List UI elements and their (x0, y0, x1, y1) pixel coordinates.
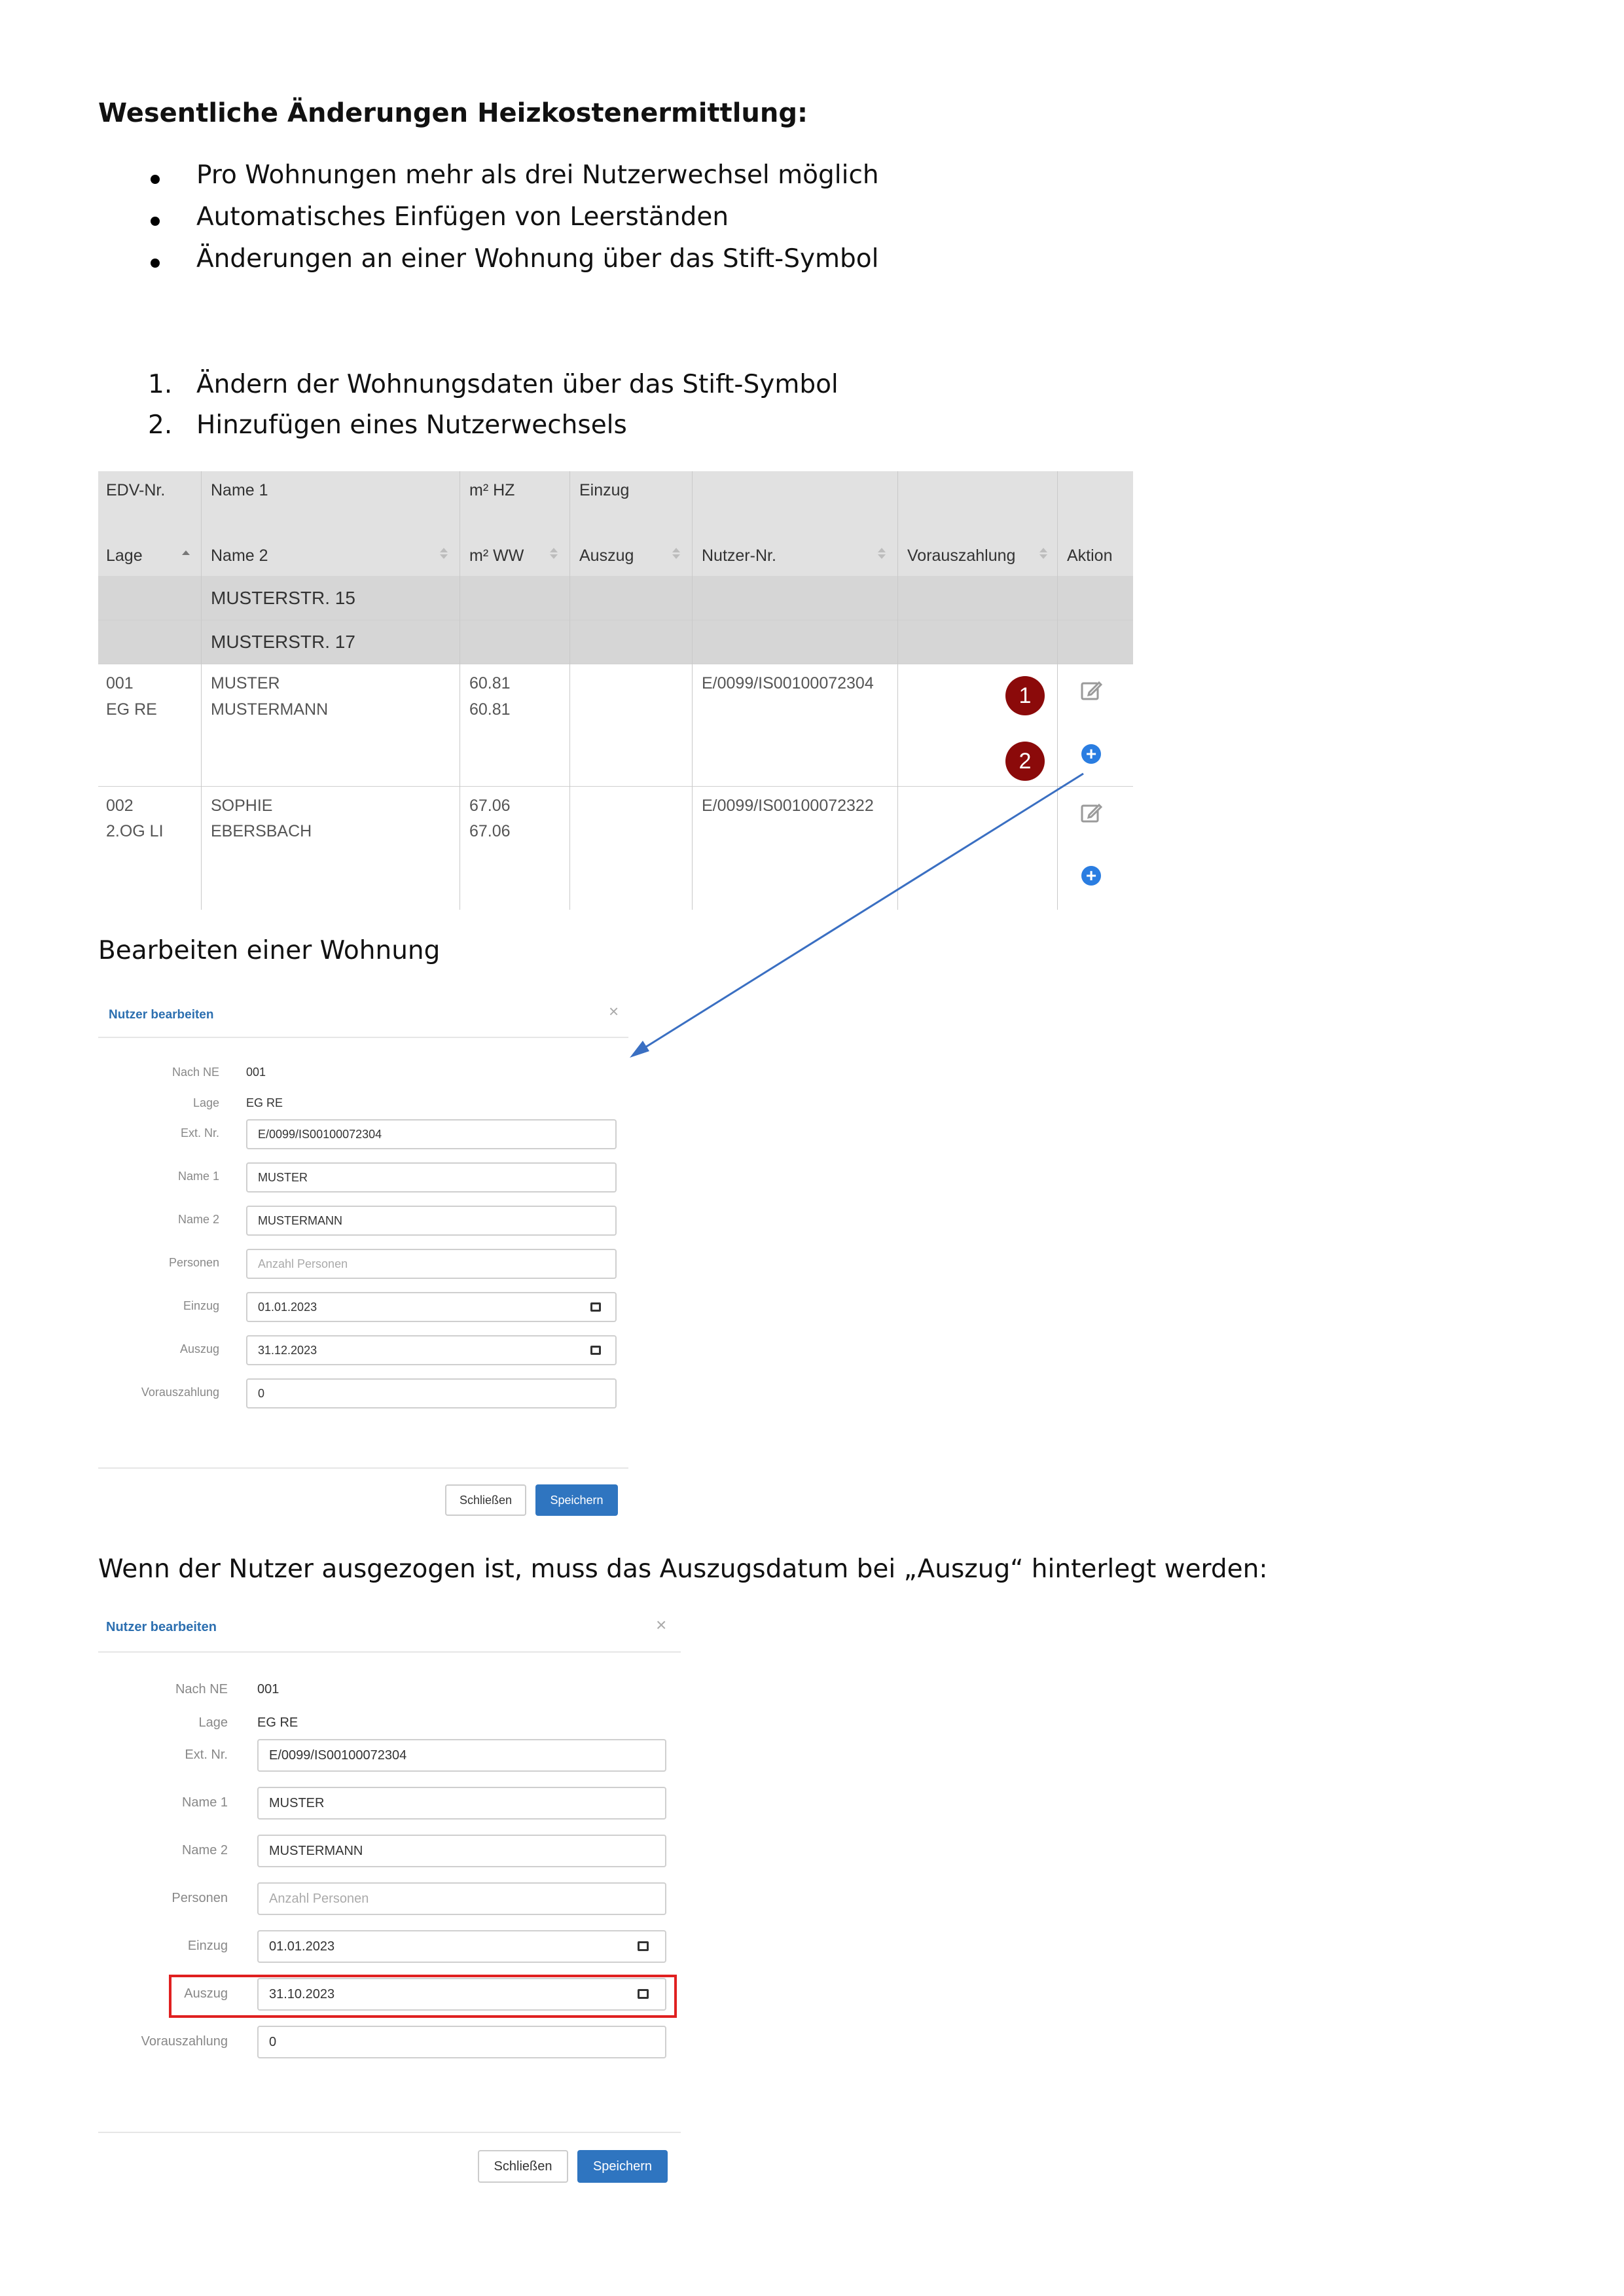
cell-lage: 2.OG LI (106, 822, 164, 840)
save-button[interactable]: Speichern (577, 2150, 668, 2183)
label-vorauszahlung: Vorauszahlung (141, 2034, 228, 2049)
label-einzug: Einzug (183, 1299, 219, 1312)
cell-name1: SOPHIE (211, 797, 273, 815)
header-einzug: Einzug (579, 481, 630, 499)
label-name2: Name 2 (181, 1843, 228, 1857)
label-name2: Name 2 (177, 1213, 219, 1226)
cell-lage: EG RE (106, 700, 157, 719)
einzug-date-input[interactable]: 01.01.2023 (257, 1930, 666, 1963)
einzug-date-input[interactable]: 01.01.2023 (246, 1292, 617, 1322)
name2-input[interactable]: MUSTERMANN (246, 1206, 617, 1236)
name1-input[interactable]: MUSTER (257, 1787, 666, 1820)
divider (98, 2132, 681, 2133)
close-icon[interactable]: × (609, 1001, 619, 1021)
cell-name1: MUSTER (211, 674, 280, 692)
group-label: MUSTERSTR. 17 (211, 632, 355, 652)
divider (98, 1651, 681, 1653)
cell-name2: EBERSBACH (211, 822, 312, 840)
label-auszug: Auszug (179, 1342, 219, 1355)
close-button[interactable]: Schließen (478, 2150, 568, 2183)
label-ext-nr: Ext. Nr. (185, 1748, 228, 1762)
header-hz: m² HZ (469, 481, 515, 499)
ext-nr-input[interactable]: E/0099/IS00100072304 (246, 1119, 617, 1149)
personen-input[interactable]: Anzahl Personen (257, 1882, 666, 1915)
value-nach-ne: 001 (257, 1682, 280, 1696)
save-button[interactable]: Speichern (535, 1484, 618, 1516)
close-icon[interactable]: × (656, 1615, 667, 1635)
cell-edv: 001 (106, 674, 134, 692)
vorauszahlung-input[interactable]: 0 (257, 2026, 666, 2058)
add-user-change-icon[interactable]: + (1081, 744, 1101, 764)
close-button[interactable]: Schließen (445, 1484, 526, 1516)
page-heading: Wesentliche Änderungen Heizkostenermittlung: (98, 98, 808, 128)
auszug-date-input[interactable]: 31.10.2023 (257, 1978, 666, 2011)
header-name1: Name 1 (211, 481, 268, 499)
label-lage: Lage (198, 1715, 228, 1730)
dialog-title: Nutzer bearbeiten (109, 1008, 214, 1022)
label-einzug: Einzug (187, 1939, 228, 1953)
callout-badge: 1 (1005, 676, 1045, 715)
value-nach-ne: 001 (246, 1066, 266, 1079)
cell-hz: 67.06 (469, 797, 511, 815)
header-auszug[interactable]: Auszug (579, 547, 634, 565)
calendar-icon[interactable] (590, 1302, 601, 1312)
header-name2[interactable]: Name 2 (211, 547, 268, 565)
caption: Bearbeiten einer Wohnung (98, 936, 441, 965)
label-name1: Name 1 (181, 1795, 228, 1810)
label-lage: Lage (192, 1096, 219, 1109)
callout-badge: 2 (1005, 742, 1045, 781)
label-ext-nr: Ext. Nr. (180, 1126, 219, 1139)
auszug-date-input[interactable]: 31.12.2023 (246, 1335, 617, 1365)
calendar-icon[interactable] (638, 1941, 649, 1951)
ext-nr-input[interactable]: E/0099/IS00100072304 (257, 1739, 666, 1772)
cell-name2: MUSTERMANN (211, 700, 329, 719)
cell-ww: 67.06 (469, 822, 511, 840)
edit-user-dialog (98, 1607, 681, 2183)
group-label: MUSTERSTR. 15 (211, 588, 355, 608)
personen-input[interactable]: Anzahl Personen (246, 1249, 617, 1279)
vorauszahlung-input[interactable]: 0 (246, 1378, 617, 1408)
header-ww[interactable]: m² WW (469, 547, 524, 565)
name1-input[interactable]: MUSTER (246, 1162, 617, 1193)
header-nutzer[interactable]: Nutzer-Nr. (702, 547, 776, 565)
divider (98, 1467, 628, 1469)
edit-user-dialog (98, 988, 628, 1518)
label-nach-ne: Nach NE (175, 1682, 228, 1696)
cell-edv: 002 (106, 797, 134, 815)
calendar-icon[interactable] (590, 1346, 601, 1355)
cell-ww: 60.81 (469, 700, 511, 719)
header-aktion: Aktion (1067, 547, 1113, 565)
header-lage[interactable]: Lage (106, 547, 143, 565)
cell-nutzer: E/0099/IS00100072322 (702, 797, 874, 815)
cell-hz: 60.81 (469, 674, 511, 692)
dialog-title: Nutzer bearbeiten (106, 1620, 217, 1634)
label-vorauszahlung: Vorauszahlung (141, 1386, 219, 1399)
header-edv: EDV-Nr. (106, 481, 166, 499)
label-name1: Name 1 (177, 1170, 219, 1183)
value-lage: EG RE (246, 1096, 283, 1109)
calendar-icon[interactable] (638, 1989, 649, 1999)
value-lage: EG RE (257, 1715, 298, 1730)
label-personen: Personen (168, 1256, 219, 1269)
caption: Wenn der Nutzer ausgezogen ist, muss das Auszugsdatum bei „Auszug“ hinterlegt werden: (98, 1554, 1268, 1584)
add-user-change-icon[interactable]: + (1081, 866, 1101, 886)
name2-input[interactable]: MUSTERMANN (257, 1835, 666, 1867)
label-auszug: Auszug (184, 1986, 228, 2001)
label-personen: Personen (171, 1891, 228, 1905)
header-voraus[interactable]: Vorauszahlung (907, 547, 1016, 565)
label-nach-ne: Nach NE (171, 1066, 219, 1079)
cell-nutzer: E/0099/IS00100072304 (702, 674, 874, 692)
divider (98, 1037, 628, 1038)
